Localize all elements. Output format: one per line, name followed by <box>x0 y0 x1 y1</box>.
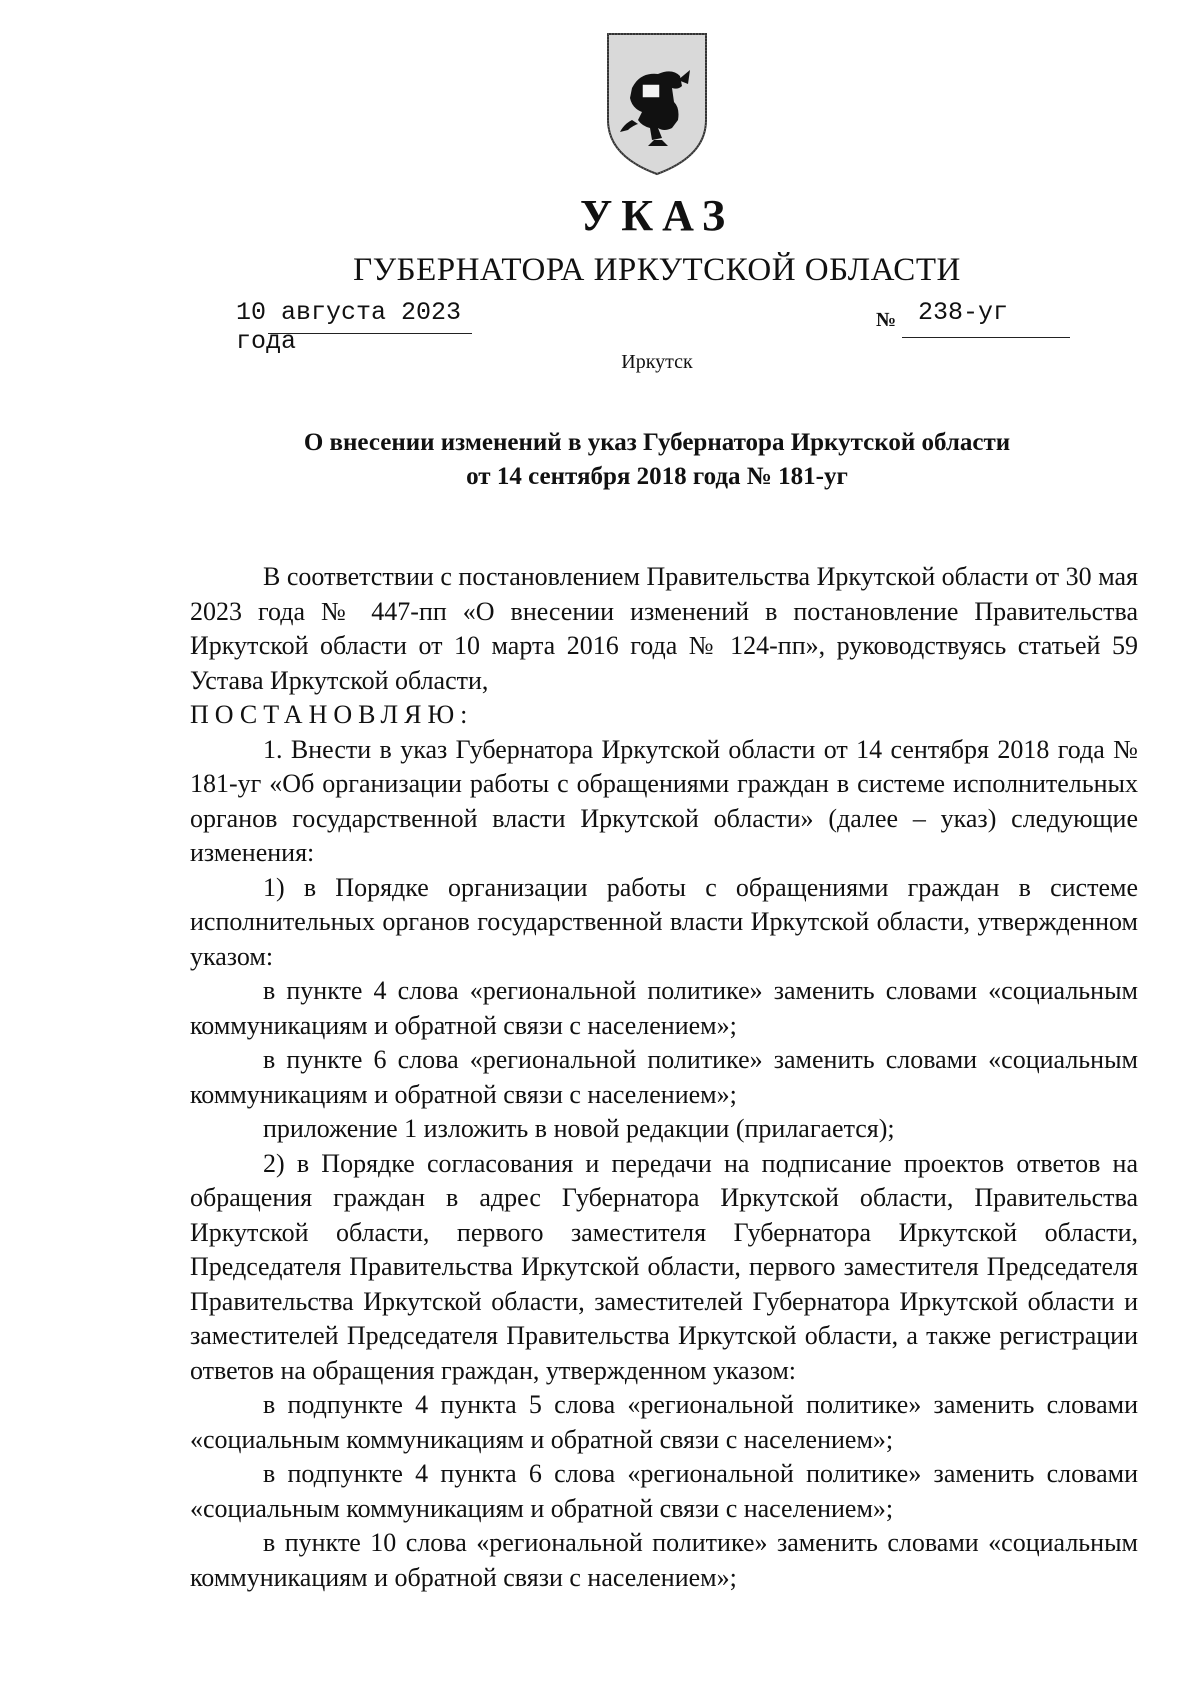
number-underline <box>902 337 1070 338</box>
paragraph: 1. Внести в указ Губернатора Иркутской области от 14 сентября 2018 года № 181-уг «Об организации работы с обращениями граждан в системе исполнительных органов государственной власти Иркутской области» (далее – указ) следующие изменения: <box>190 734 1138 867</box>
decree-word: ПОСТАНОВЛЯЮ: <box>190 700 474 729</box>
paragraph: 1) в Порядке организации работы с обращениями граждан в системе исполнительных органов государственной власти Иркутской области, утвержденном указом: <box>190 872 1138 971</box>
paragraph: в пункте 4 слова «региональной политике» заменить словами «социальным коммуникациям и обратной связи с населением»; <box>190 976 1138 1040</box>
paragraph: в пункте 10 слова «региональной политике» заменить словами «социальным коммуникациям и обратной связи с населением»; <box>190 1528 1138 1592</box>
subject-line: О внесении изменений в указ Губернатора Иркутской области <box>303 429 1011 456</box>
document-title: УКАЗ <box>579 191 735 240</box>
paragraph: в подпункте 4 пункта 5 слова «региональной политике» заменить словами «социальным коммуникациям и обратной связи с населением»; <box>190 1390 1138 1454</box>
paragraph: в подпункте 4 пункта 6 слова «региональной политике» заменить словами «социальным коммуникациям и обратной связи с населением»; <box>190 1459 1138 1523</box>
paragraph: в пункте 6 слова «региональной политике» заменить словами «социальным коммуникациям и обратной связи с населением»; <box>190 1045 1138 1109</box>
document-subject <box>0 426 1200 494</box>
document-date: 10 августа 2023 года <box>236 298 462 356</box>
document-issuer: ГУБЕРНАТОРА ИРКУТСКОЙ ОБЛАСТИ <box>353 252 961 288</box>
document-number: 238-уг <box>918 298 1009 327</box>
document-city: Иркутск <box>621 351 693 373</box>
paragraph: 2) в Порядке согласования и передачи на подписание проектов ответов на обращения граждан в адрес Губернатора Иркутской области, Правительства Иркутской области, первого заместителя Губернатора Иркутской области, Председателя Правительства Иркутской области, первого заместителя Председателя Правительства Иркутской области, заместителей Губернатора Иркутской области и заместителей Председателя Правительства Иркутской области, а также регистрации ответов на обращения граждан, утвержденном указом: <box>190 1148 1138 1385</box>
preamble-paragraph: В соответствии с постановлением Правительства Иркутской области от 30 мая 2023 года № 447-пп «О внесении изменений в постановление Правительства Иркутской области от 10 марта 2016 года № 124-пп», руководствуясь статьей 59 Устава Иркутской области, <box>190 562 1138 695</box>
irkutsk-coat-of-arms-icon <box>602 28 712 178</box>
date-underline <box>268 333 472 334</box>
number-sign: № <box>876 309 897 331</box>
subject-line: от 14 сентября 2018 года № 181-уг <box>466 463 848 490</box>
paragraph: приложение 1 изложить в новой редакции (прилагается); <box>263 1114 895 1143</box>
document-body <box>190 560 1138 1595</box>
